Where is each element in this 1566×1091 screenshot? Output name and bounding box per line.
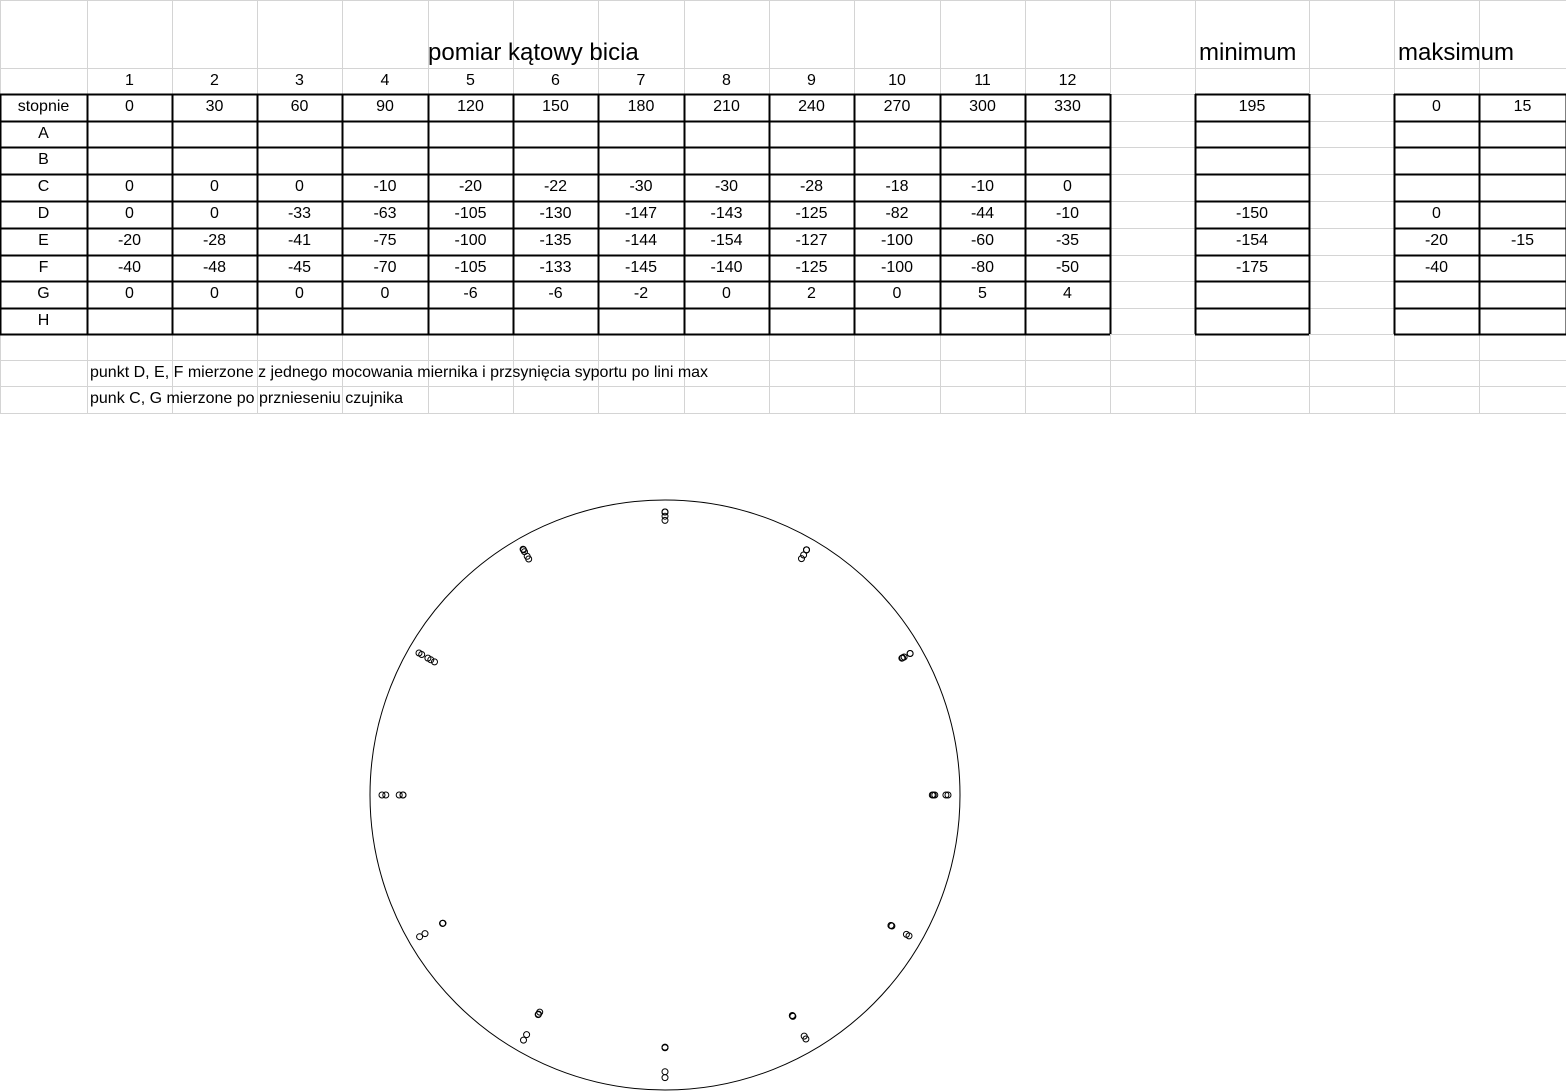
value-cell[interactable] [172,147,257,174]
column-number[interactable]: 9 [807,72,816,89]
degree-cell[interactable]: 30 [205,98,224,115]
value-cell[interactable]: -6 [463,285,478,302]
value-cell[interactable]: -140 [710,259,743,276]
degree-cell[interactable]: 270 [883,98,911,115]
value-cell[interactable] [428,147,513,174]
value-cell[interactable]: -6 [548,285,563,302]
value-cell[interactable]: -60 [970,232,995,249]
value-cell[interactable] [257,147,342,174]
maximum-cell[interactable] [1479,147,1566,174]
value-cell[interactable]: 0 [125,285,134,302]
value-cell[interactable]: -105 [454,205,487,222]
polar-chart [0,415,1566,1091]
degree-cell[interactable]: 180 [627,98,655,115]
value-cell[interactable]: -145 [624,259,658,276]
value-cell[interactable]: -80 [970,259,995,276]
maximum-cell[interactable] [1479,201,1566,228]
row-label-d[interactable]: D [37,205,50,222]
row-label-g[interactable]: G [37,285,50,302]
value-cell[interactable]: -133 [539,259,572,276]
minimum-cell[interactable] [1195,281,1309,308]
value-cell[interactable]: -20 [458,178,483,195]
value-cell[interactable]: -144 [624,232,658,249]
value-cell[interactable]: -154 [710,232,743,249]
value-cell[interactable] [172,308,257,334]
value-cell[interactable] [598,308,684,334]
value-cell[interactable]: 0 [295,285,304,302]
value-cell[interactable]: 0 [295,178,304,195]
value-cell[interactable]: -41 [287,232,312,249]
value-cell[interactable] [172,121,257,147]
value-cell[interactable]: 2 [807,285,816,302]
minimum-cell[interactable] [1195,174,1309,201]
value-cell[interactable] [1025,147,1110,174]
value-cell[interactable] [257,308,342,334]
value-cell[interactable]: 0 [892,285,902,302]
row-label-c[interactable]: C [37,178,50,195]
data-point-f-270 [400,792,406,798]
row-label-stopnie[interactable]: stopnie [17,98,70,115]
value-cell[interactable]: -105 [454,259,487,276]
column-number[interactable]: 6 [551,72,560,89]
value-cell[interactable]: -35 [1055,232,1080,249]
value-cell[interactable]: -125 [795,205,828,222]
row-label-e[interactable]: E [38,232,49,249]
value-cell[interactable] [1025,308,1110,334]
value-cell[interactable]: 0 [380,285,390,302]
value-cell[interactable] [598,147,684,174]
data-point-c-210 [524,1032,530,1038]
row-label-h[interactable]: H [37,312,50,329]
degree-cell[interactable]: 120 [457,98,484,115]
maximum-cell[interactable]: -20 [1424,232,1449,249]
value-cell[interactable] [87,308,172,334]
value-cell[interactable]: -127 [795,232,828,249]
column-number[interactable]: 2 [210,72,219,89]
value-cell[interactable]: -100 [880,232,914,249]
data-point-g-60 [907,651,913,657]
data-point-g-240 [417,934,423,940]
value-cell[interactable] [769,308,854,334]
column-number[interactable]: 12 [1058,72,1077,89]
row-label-b[interactable]: B [38,151,49,168]
value-cell[interactable]: -30 [629,178,653,195]
maximum-cell[interactable] [1394,121,1479,147]
column-number[interactable]: 1 [125,72,134,89]
maximum-cell[interactable] [1394,308,1479,334]
data-point-g-210 [521,1037,527,1043]
degree-cell[interactable]: 330 [1054,98,1081,115]
degree-cell[interactable]: 60 [290,98,309,115]
value-cell[interactable]: -44 [970,205,995,222]
column-number[interactable]: 4 [380,72,390,89]
value-cell[interactable] [684,147,769,174]
maximum-cell[interactable]: 0 [1432,205,1441,222]
maximum-cell[interactable] [1479,255,1566,281]
row-label-f[interactable]: F [38,259,49,276]
value-cell[interactable] [87,147,172,174]
column-number[interactable]: 10 [888,72,906,89]
value-cell[interactable] [342,147,428,174]
value-cell[interactable]: -63 [373,205,397,222]
value-cell[interactable] [513,308,598,334]
value-cell[interactable] [598,121,684,147]
maximum-cell[interactable] [1479,121,1566,147]
value-cell[interactable]: -50 [1055,259,1080,276]
value-cell[interactable]: -45 [287,259,312,276]
minimum-cell[interactable] [1195,147,1309,174]
value-cell[interactable]: -48 [202,259,227,276]
degree-cell[interactable]: 210 [713,98,740,115]
column-number[interactable]: 5 [466,72,475,89]
value-cell[interactable]: -125 [795,259,828,276]
degree-cell[interactable]: 90 [376,98,394,115]
value-cell[interactable]: -30 [714,178,739,195]
value-cell[interactable]: -20 [117,232,142,249]
maximum-cell[interactable] [1394,281,1479,308]
value-cell[interactable] [684,308,769,334]
value-cell[interactable] [257,121,342,147]
note-line[interactable]: punk C, G mierzone po prznieseniu czujnika [90,390,404,407]
degree-maximum-cell[interactable]: 0 [1432,98,1441,115]
degree-cell[interactable]: 150 [542,98,569,115]
column-number[interactable]: 8 [722,72,731,89]
row-label-a[interactable]: A [38,125,49,142]
minimum-cell[interactable]: -175 [1235,259,1269,276]
value-cell[interactable] [854,147,940,174]
value-cell[interactable]: -28 [202,232,227,249]
value-cell[interactable] [342,308,428,334]
degree-cell[interactable]: 0 [125,98,134,115]
note-line[interactable]: punkt D, E, F mierzone z jednego mocowania miernika i przsynięcia syportu po lini max [90,364,709,381]
polar-outline-circle [370,500,960,1090]
value-cell[interactable] [87,121,172,147]
value-cell[interactable]: 0 [210,178,219,195]
value-cell[interactable] [428,308,513,334]
value-cell[interactable] [940,147,1025,174]
degree-minimum-cell[interactable]: 195 [1238,98,1266,115]
value-cell[interactable]: -22 [543,178,568,195]
minimum-heading[interactable]: minimum [1199,39,1297,66]
maximum-cell[interactable] [1394,147,1479,174]
value-cell[interactable]: 0 [210,205,219,222]
value-cell[interactable]: -143 [710,205,743,222]
value-cell[interactable]: -28 [799,178,824,195]
value-cell[interactable] [769,121,854,147]
minimum-cell[interactable]: -154 [1235,232,1269,249]
minimum-cell[interactable]: -150 [1235,205,1269,222]
data-point-f-0 [662,517,668,523]
value-cell[interactable]: 0 [1063,178,1072,195]
maksimum-heading[interactable]: maksimum [1398,39,1515,66]
degree-cell[interactable]: 240 [798,98,825,115]
value-cell[interactable] [513,147,598,174]
value-cell[interactable] [684,121,769,147]
value-cell[interactable]: -135 [539,232,572,249]
value-cell[interactable]: 4 [1063,285,1072,302]
value-cell[interactable] [940,121,1025,147]
value-cell[interactable] [428,121,513,147]
value-cell[interactable]: -10 [1055,205,1080,222]
spreadsheet [0,0,1566,415]
maximum-cell[interactable] [1479,308,1566,334]
value-cell[interactable] [769,147,854,174]
sheet-title[interactable]: pomiar kątowy bicia [428,39,639,66]
value-cell[interactable]: -100 [454,232,487,249]
data-point-g-180 [662,1075,668,1081]
minimum-cell[interactable] [1195,308,1309,334]
minimum-cell[interactable] [1195,121,1309,147]
value-cell[interactable]: -100 [880,259,914,276]
value-cell[interactable] [1025,121,1110,147]
value-cell[interactable]: 5 [978,285,987,302]
value-cell[interactable]: -82 [885,205,909,222]
value-cell[interactable]: 0 [125,205,134,222]
value-cell[interactable]: -147 [624,205,658,222]
value-cell[interactable]: -2 [633,285,649,302]
value-cell[interactable]: -33 [287,205,312,222]
column-number[interactable]: 7 [636,72,646,89]
maximum-cell[interactable]: -40 [1424,259,1449,276]
value-cell[interactable]: -70 [373,259,397,276]
degree-cell[interactable]: 300 [969,98,996,115]
value-cell[interactable]: -10 [373,178,397,195]
value-cell[interactable]: -75 [373,232,397,249]
maximum-cell[interactable] [1479,174,1566,201]
value-cell[interactable]: 0 [722,285,731,302]
value-cell[interactable]: -10 [970,178,995,195]
column-number[interactable]: 3 [295,72,304,89]
value-cell[interactable] [854,308,940,334]
data-point-g-0 [662,509,668,515]
value-cell[interactable]: 0 [125,178,134,195]
value-cell[interactable]: -40 [117,259,142,276]
value-cell[interactable] [513,121,598,147]
value-cell[interactable]: 0 [210,285,219,302]
value-cell[interactable] [940,308,1025,334]
maximum-cell[interactable]: -15 [1510,232,1535,249]
column-number[interactable]: 11 [974,72,991,89]
maximum-cell[interactable] [1479,281,1566,308]
maximum-cell[interactable] [1394,174,1479,201]
value-cell[interactable]: -130 [539,205,572,222]
data-point-c-180 [662,1069,668,1075]
data-point-g-30 [804,547,810,553]
value-cell[interactable] [342,121,428,147]
value-cell[interactable]: -18 [885,178,909,195]
degree-maximum-cell[interactable]: 15 [1513,98,1532,115]
value-cell[interactable] [854,121,940,147]
data-point-g-270 [379,792,385,798]
